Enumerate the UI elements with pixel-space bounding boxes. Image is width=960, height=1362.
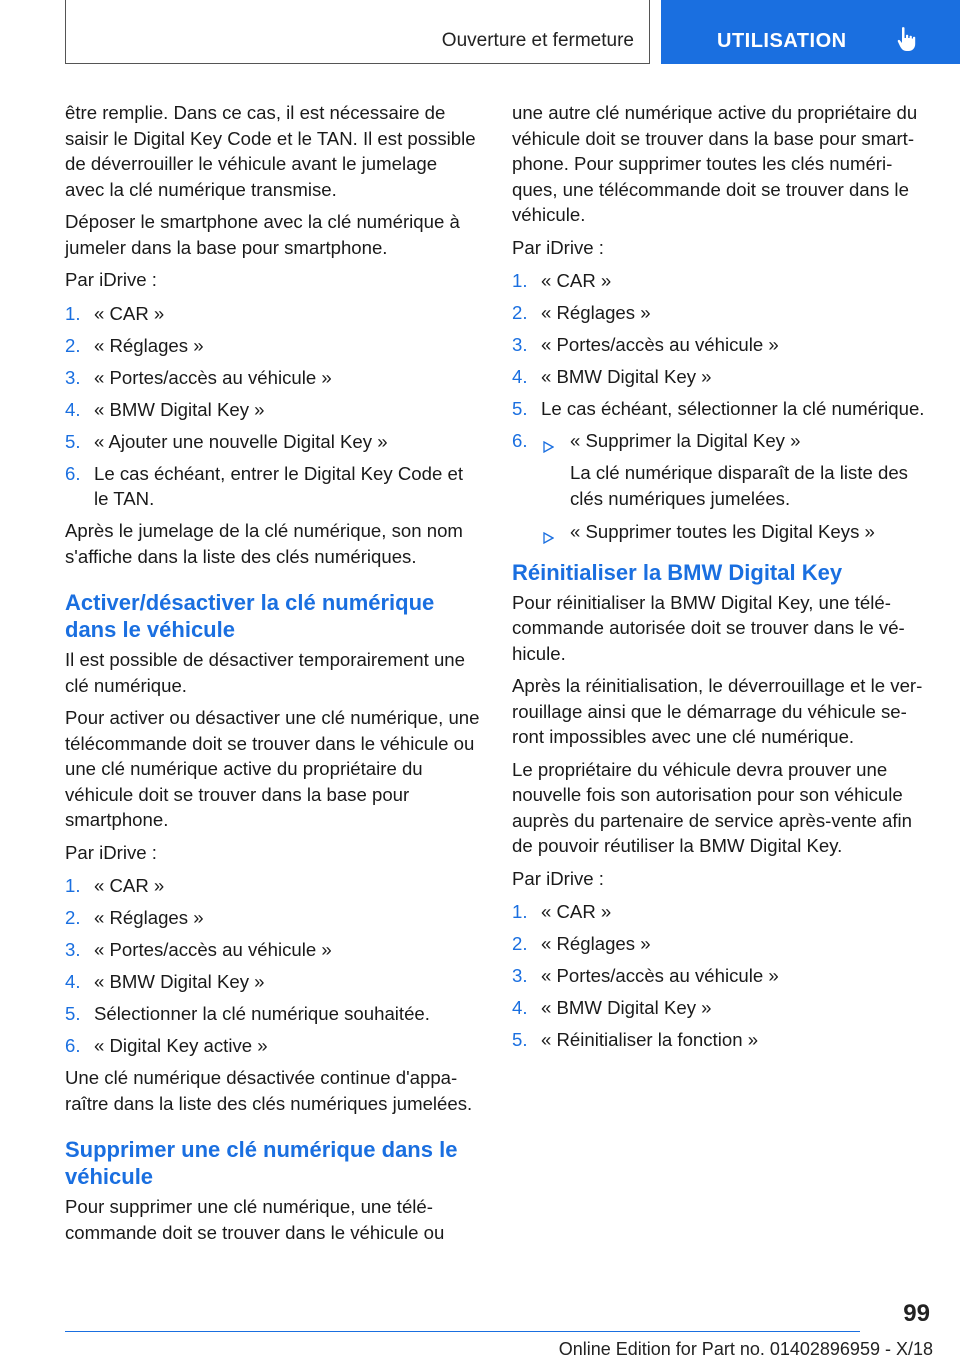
chapter-title: UTILISATION [717, 30, 847, 52]
sub-option-list [541, 428, 928, 545]
section-heading: Réinitialiser la BMW Digital Key [512, 559, 843, 585]
pointing-hand-icon [897, 26, 919, 57]
list-item [65, 301, 481, 327]
step-text: Le cas échéant, entrer le Digital Key Code et le TAN. [94, 462, 463, 509]
step-text: « Portes/accès au véhicule » [541, 334, 779, 355]
step-number: 1. [65, 302, 81, 324]
step-list [512, 899, 928, 1053]
footer-divider [65, 1331, 860, 1332]
sub-option-text: « Supprimer toutes les Digital Keys » [570, 521, 875, 542]
section-heading: Supprimer une clé numérique dans le véhicule [65, 1137, 458, 1189]
list-item [512, 899, 928, 925]
step-text: « Réinitialiser la fonction » [541, 1029, 759, 1050]
step-number: 5. [512, 1029, 528, 1050]
list-item [512, 1027, 928, 1053]
step-number: 1. [65, 875, 81, 896]
step-number: 4. [65, 398, 81, 420]
list-item [512, 268, 928, 294]
step-text: « Réglages » [541, 933, 651, 954]
step-list [65, 301, 481, 512]
step-number: 4. [512, 997, 528, 1018]
list-item [65, 1001, 481, 1027]
list-item [512, 300, 928, 326]
sub-option-note [541, 460, 928, 511]
paragraph: Après le jumelage de la clé numérique, son nom s'affiche dans la liste des clés numériques. [65, 520, 463, 567]
edition-note: Online Edition for Part no. 01402896959 - X/18 [558, 1339, 933, 1359]
step-text: Le cas échéant, sélectionner la clé numérique. [541, 398, 925, 419]
step-text: « Réglages » [94, 334, 204, 356]
list-item [65, 429, 481, 455]
list-item [65, 333, 481, 359]
list-item [65, 873, 481, 899]
list-item [65, 969, 481, 995]
list-item [512, 428, 928, 545]
triangle-bullet-icon [543, 434, 554, 460]
list-item [512, 396, 928, 422]
step-number: 1. [512, 270, 528, 291]
paragraph: être remplie. Dans ce cas, il est nécessaire de saisir le Digital Key Code et le TAN. Il est possible de déverrouiller le véhicule avant le jumelage avec la clé numérique transmise. [65, 102, 476, 200]
step-number: 6. [512, 430, 528, 451]
paragraph: Par iDrive : [512, 236, 604, 258]
paragraph: Pour réinitialiser la BMW Digital Key, une télécommande autorisée doit se trouver dans le véhicule. [512, 591, 905, 664]
step-text: « BMW Digital Key » [541, 997, 712, 1018]
sub-option [541, 428, 928, 454]
step-number: 3. [512, 965, 528, 986]
chapter-tab[interactable] [661, 0, 960, 64]
paragraph: une autre clé numérique active du propriétaire du véhicule doit se trouver dans la base pour smartphone. Pour supprimer toutes les clés numériques, une télécommande doit se trouver dans le véhicule. [512, 102, 918, 225]
step-text: « CAR » [94, 302, 165, 324]
step-number: 5. [512, 398, 528, 419]
step-text: « CAR » [541, 901, 612, 922]
step-text: « BMW Digital Key » [541, 366, 712, 387]
paragraph: Pour activer ou désactiver une clé numérique, une télécommande doit se trouver dans le véhicule ou une clé numérique active du propriétaire du véhicule doit se trouver dans la base pour smartphone. [65, 707, 480, 830]
step-number: 4. [65, 971, 81, 992]
list-item [512, 963, 928, 989]
step-number: 6. [65, 462, 81, 484]
step-list [65, 873, 481, 1059]
step-number: 3. [65, 939, 81, 960]
list-item [512, 332, 928, 358]
list-item [65, 1033, 481, 1059]
list-item [65, 461, 481, 512]
paragraph: Il est possible de désactiver temporairement une clé numérique. [65, 649, 465, 696]
triangle-bullet-icon [543, 525, 554, 551]
step-list [512, 268, 928, 545]
section-heading: Activer/désactiver la clé numérique dans le véhicule [65, 590, 435, 642]
paragraph: Le propriétaire du véhicule devra prouver une nouvelle fois son autorisation pour son véhicule auprès du partenaire de service après-vente afin de pouvoir réutiliser la BMW Digital Key. [512, 758, 913, 856]
list-item [512, 995, 928, 1021]
step-number: 6. [65, 1035, 81, 1056]
step-number: 5. [65, 430, 81, 452]
paragraph: Pour supprimer une clé numérique, une télécommande doit se trouver dans le véhicule ou [65, 1196, 445, 1243]
section-title: Ouverture et fermeture [441, 30, 634, 51]
step-number: 2. [65, 907, 81, 928]
paragraph: Déposer le smartphone avec la clé numérique à jumeler dans la base pour smartphone. [65, 211, 460, 258]
step-number: 4. [512, 366, 528, 387]
sub-option-text: « Supprimer la Digital Key » [570, 430, 801, 451]
list-item [65, 937, 481, 963]
step-text: « Portes/accès au véhicule » [94, 939, 332, 960]
step-text: « CAR » [94, 875, 165, 896]
list-item [512, 364, 928, 390]
step-number: 1. [512, 901, 528, 922]
step-text: « BMW Digital Key » [94, 971, 265, 992]
paragraph: Après la réinitialisation, le déverrouillage et le verrouillage ainsi que le démarrage du véhicule seront impossibles avec une clé numérique. [512, 675, 923, 747]
step-number: 3. [512, 334, 528, 355]
step-number: 2. [65, 334, 81, 356]
step-number: 2. [512, 302, 528, 323]
step-text: « Digital Key active » [94, 1035, 268, 1056]
list-item [65, 905, 481, 931]
paragraph: Par iDrive : [65, 269, 157, 290]
step-text: « Réglages » [94, 907, 204, 928]
step-text: « Ajouter une nouvelle Digital Key » [94, 430, 388, 452]
step-number: 2. [512, 933, 528, 954]
step-number: 5. [65, 1003, 81, 1024]
step-text: « Réglages » [541, 302, 651, 323]
sub-option [541, 519, 928, 545]
list-item [65, 397, 481, 423]
paragraph: Par iDrive : [65, 841, 157, 863]
left-column [65, 100, 481, 1252]
list-item [512, 931, 928, 957]
step-text: Sélectionner la clé numérique souhaitée. [94, 1003, 430, 1024]
step-number: 3. [65, 366, 81, 388]
right-column [512, 100, 928, 1059]
step-text: « Portes/accès au véhicule » [541, 965, 779, 986]
paragraph: Par iDrive : [512, 867, 604, 889]
step-text: « BMW Digital Key » [94, 398, 265, 420]
note-text: La clé numérique disparaît de la liste des clés numériques jumelées. [570, 462, 908, 509]
paragraph: Une clé numérique désactivée continue d'apparaître dans la liste des clés numériques jumelées. [65, 1067, 473, 1114]
step-text: « CAR » [541, 270, 612, 291]
page-number: 99 [903, 1300, 930, 1327]
step-text: « Portes/accès au véhicule » [94, 366, 332, 388]
list-item [65, 365, 481, 391]
